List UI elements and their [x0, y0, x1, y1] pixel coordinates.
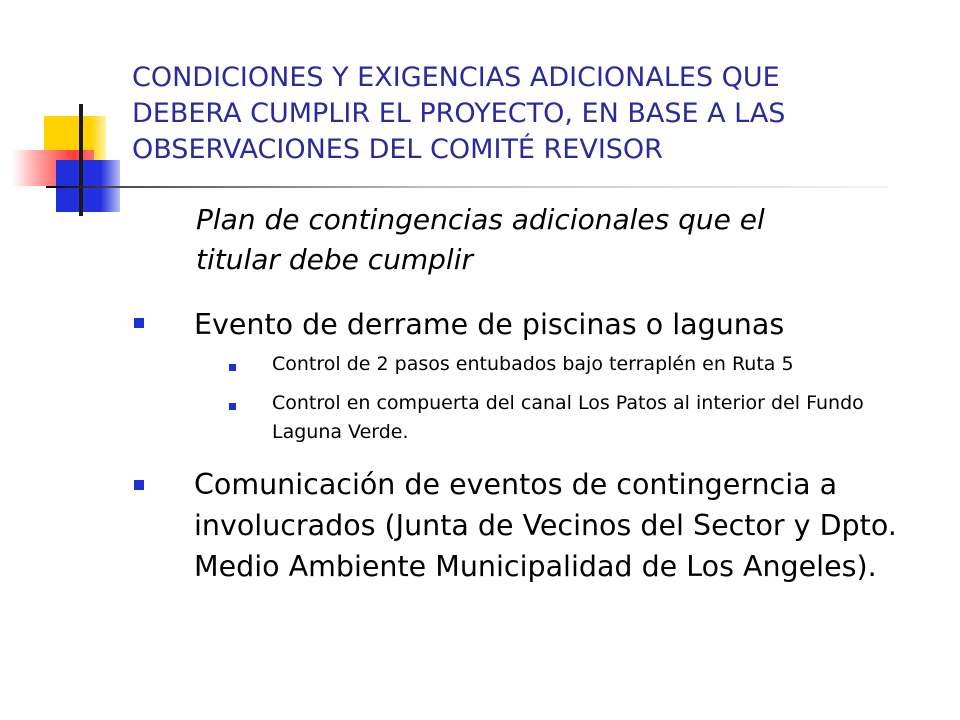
bullet-item-comunicacion: Comunicación de eventos de contingerncia a involucrados (Junta de Vecinos del Sector y Dpto. Medio Ambiente Municipalidad de Los Angeles). [194, 468, 897, 583]
title-divider-line [46, 186, 888, 188]
slide-subheading: Plan de contingencias adicionales que el titular debe cumplir [196, 203, 765, 276]
sub-bullet-marker [229, 364, 236, 371]
slide-title: CONDICIONES Y EXIGENCIAS ADICIONALES QUE DEBERA CUMPLIR EL PROYECTO, EN BASE A LAS OBSERVACIONES DEL COMITÉ REVISOR [132, 62, 786, 165]
sub-bullet-item-compuerta: Control en compuerta del canal Los Patos al interior del Fundo Laguna Verde. [272, 392, 864, 443]
sub-bullet-marker [229, 403, 236, 410]
bullet-marker [134, 480, 144, 490]
decorative-vertical-line [79, 104, 83, 216]
sub-bullet-item-pasos: Control de 2 pasos entubados bajo terraplén en Ruta 5 [272, 353, 794, 375]
bullet-marker [134, 318, 144, 328]
bullet-item-derrame: Evento de derrame de piscinas o lagunas [194, 308, 785, 341]
